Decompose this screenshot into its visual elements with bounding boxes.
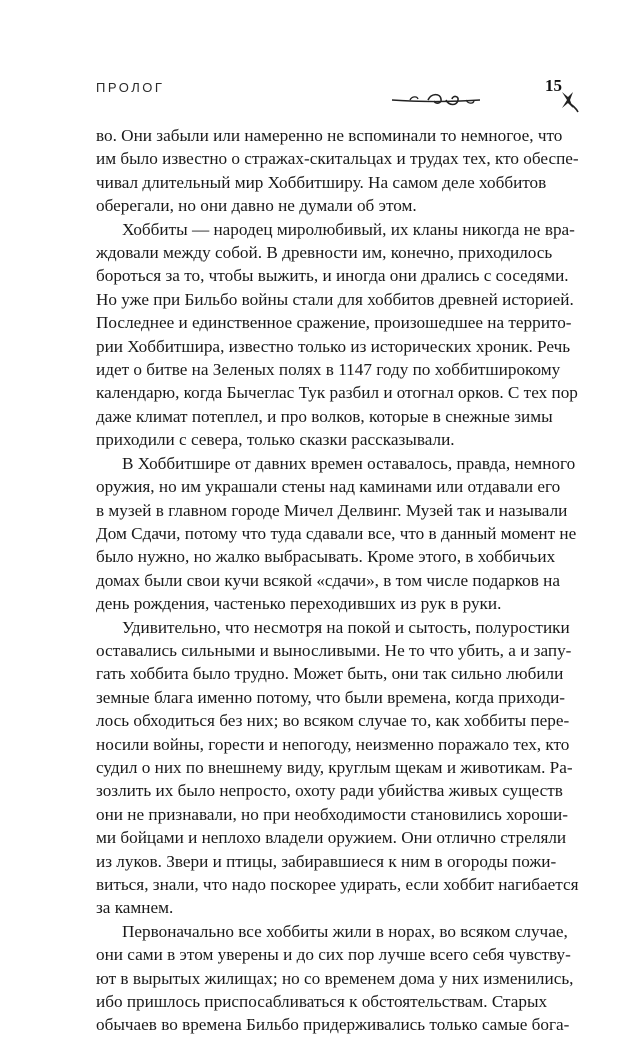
text-line: ют в вырытых жилищах; но со временем дома у них изменились, xyxy=(96,968,574,988)
paragraph-2 xyxy=(96,218,578,452)
text-line: судил о них по внешнему виду, круглым щекам и животикам. Ра- xyxy=(96,757,573,777)
paragraph-3 xyxy=(96,452,577,616)
page-number: 15 xyxy=(545,76,562,95)
text-line: за камнем. xyxy=(96,898,174,918)
text-line: домах были свои кучи всякой «сдачи», в том числе подарков на xyxy=(96,570,560,590)
text-line: виться, знали, что надо поскорее удирать, если хоббит нагибается xyxy=(96,875,579,894)
text-line: они сами в этом уверены и до сих пор лучше всего себя чувству- xyxy=(96,945,571,965)
text-line: чивал длительный мир Хоббитширу. На самом деле хоббитов xyxy=(96,172,547,192)
text-line: бороться за то, чтобы выжить, и иногда они дрались с соседями. xyxy=(96,266,569,286)
text-line: Удивительно, что несмотря на покой и сытость, полуростики xyxy=(122,617,570,637)
text-line: ждовали между собой. В древности им, конечно, приходилось xyxy=(96,243,553,263)
text-line: идет о битве на Зеленых полях в 1147 году по хоббитширокому xyxy=(96,360,561,380)
text-line: рии Хоббитшира, известно только из исторических хроник. Речь xyxy=(96,336,571,356)
text-line: из луков. Звери и птицы, забиравшиеся к ним в огороды пожи- xyxy=(96,851,557,871)
text-line: они не признавали, но при необходимости становились хороши- xyxy=(96,804,568,824)
body-text xyxy=(96,124,579,1037)
text-line: было нужно, но жалко выбрасывать. Кроме этого, в хоббичьих xyxy=(96,547,556,567)
text-line: Первоначально все хоббиты жили в норах, во всяком случае, xyxy=(122,921,568,941)
text-line: носили войны, горести и непогоду, неизменно поражало тех, кто xyxy=(96,734,570,754)
text-line: В Хоббитшире от давних времен оставалось, правда, немного xyxy=(122,453,576,473)
text-line: им было известно о стражах-скитальцах и трудах тех, кто обеспе- xyxy=(96,149,579,169)
text-line: Последнее и единственное сражение, произошедшее на террито- xyxy=(96,313,572,333)
paragraph-4 xyxy=(96,616,579,920)
text-line: зозлить их было непросто, охоту ради убийства живых существ xyxy=(96,781,563,801)
text-line: оружия, но им украшали стены над каминами или отдавали его xyxy=(96,477,561,497)
paragraph-1 xyxy=(96,124,579,218)
text-line: гать хоббита было трудно. Может быть, они так сильно любили xyxy=(96,664,564,684)
text-line: даже климат потеплел, и про волков, которые в снежные зимы xyxy=(96,406,553,426)
page-header xyxy=(0,0,644,120)
text-line: лось обходиться без них; во всяком случае то, как хоббиты пере- xyxy=(96,711,570,731)
text-line: оберегали, но они давно не думали об этом. xyxy=(96,196,417,216)
text-line: Но уже при Бильбо войны стали для хоббитов древней историей. xyxy=(96,289,574,309)
text-line: во. Они забыли или намеренно не вспоминали то немногое, что xyxy=(96,126,563,145)
running-head: ПРОЛОГ xyxy=(96,80,165,95)
text-line: календарю, когда Бычеглас Тук разбил и отогнал орков. С тех пор xyxy=(96,383,578,403)
text-line: ибо пришлось приспосабливаться к обстоятельствам. Старых xyxy=(96,992,548,1012)
text-line: день рождения, частенько переходивших из рук в руки. xyxy=(96,594,502,614)
paragraph-5 xyxy=(96,920,574,1037)
text-line: приходили с севера, только сказки рассказывали. xyxy=(96,430,455,450)
text-line: Хоббиты — народец миролюбивый, их кланы никогда не вра- xyxy=(122,219,575,239)
text-line: в музей в главном городе Мичел Делвинг. Музей так и называли xyxy=(96,500,568,520)
text-line: Дом Сдачи, потому что туда сдавали все, что в данный момент не xyxy=(96,523,577,543)
text-line: обычаев во времена Бильбо придерживались только самые бога- xyxy=(96,1015,570,1035)
text-line: оставались сильными и выносливыми. Не то что убить, а и запу- xyxy=(96,640,572,660)
text-line: земные блага именно потому, что были времена, когда приходи- xyxy=(96,687,565,707)
text-line: ми бойцами и неплохо владели оружием. Они отлично стреляли xyxy=(96,828,567,848)
